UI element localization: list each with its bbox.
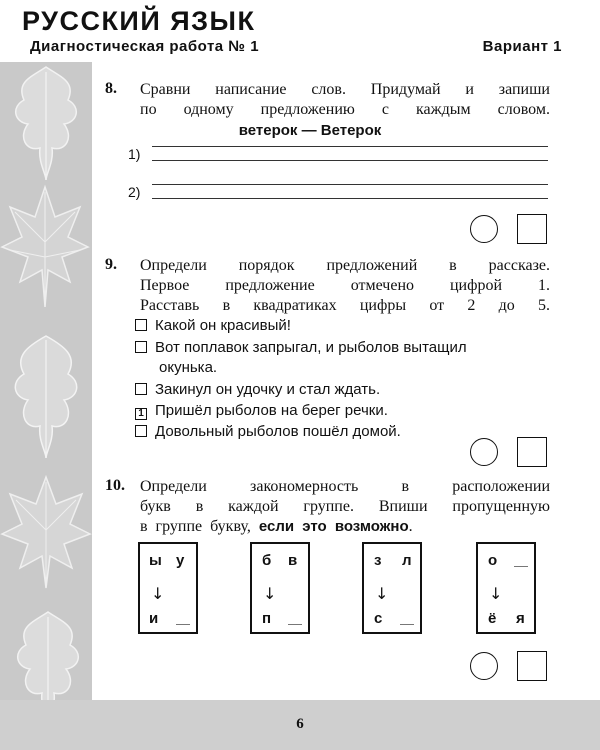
task-9-line-1: Определи порядок предложений в рассказе.: [140, 257, 550, 274]
letter-bottom-left: ё: [488, 610, 497, 627]
letter-group-3[interactable]: [362, 542, 422, 634]
task-8-line-1: Сравни написание слов. Придумай и запиши: [140, 81, 550, 98]
score-square[interactable]: [517, 437, 547, 467]
answer-line-2-label: 2): [128, 184, 141, 200]
task-10-line-2: букв в каждой группе. Впиши пропущенную: [140, 498, 550, 515]
task-9-number: 9.: [105, 256, 117, 273]
answer-line-1-label: 1): [128, 146, 141, 162]
decorative-side-strip: [0, 62, 92, 750]
task-8-line-2: по одному предложению с каждым словом.: [140, 101, 550, 118]
task-10-number: 10.: [105, 477, 125, 494]
work-title: Диагностическая работа № 1: [30, 38, 260, 55]
score-circle[interactable]: [470, 215, 498, 243]
missing-letter-blank[interactable]: [514, 566, 528, 567]
letter-top-left: з: [374, 552, 382, 569]
task-10-line-3: [140, 517, 550, 536]
arrow-down-icon: ↓: [375, 584, 389, 603]
order-option-text: Какой он красивый!: [155, 317, 291, 334]
letter-group-1[interactable]: [138, 542, 198, 634]
score-square[interactable]: [517, 651, 547, 681]
task-10-line-3-bold: если это возможно: [258, 518, 409, 535]
score-circle[interactable]: [470, 652, 498, 680]
letter-top-left: б: [262, 552, 272, 569]
order-checkbox[interactable]: 1: [135, 408, 147, 420]
task-10-line-3-start: в группе букву,: [140, 518, 251, 535]
arrow-down-icon: ↓: [263, 584, 277, 603]
letter-top-left: ы: [149, 552, 162, 569]
order-option[interactable]: [135, 380, 555, 400]
letter-bottom-right: я: [516, 610, 525, 627]
letter-bottom-left: п: [262, 610, 272, 627]
oak-leaf-icon: [4, 332, 88, 462]
order-option-text: Пришёл рыболов на берег речки.: [155, 402, 388, 419]
letter-bottom-left: с: [374, 610, 383, 627]
order-option[interactable]: [135, 401, 555, 421]
order-option[interactable]: [135, 338, 555, 358]
task-8-number: 8.: [105, 80, 117, 97]
score-square[interactable]: [517, 214, 547, 244]
writing-rule: [152, 184, 548, 185]
order-checkbox[interactable]: [135, 319, 147, 331]
score-circle[interactable]: [470, 438, 498, 466]
maple-leaf-icon: [0, 182, 90, 312]
letter-top-right: в: [288, 552, 298, 569]
order-option-continuation: окунька.: [159, 359, 218, 376]
missing-letter-blank[interactable]: [176, 624, 190, 625]
order-checkbox[interactable]: [135, 383, 147, 395]
letter-top-left: о: [488, 552, 498, 569]
arrow-down-icon: ↓: [151, 584, 165, 603]
writing-rule: [152, 146, 548, 147]
answer-line-2[interactable]: [128, 182, 548, 208]
writing-rule: [152, 160, 548, 161]
letter-group-4[interactable]: [476, 542, 536, 634]
task-10-line-1: Определи закономерность в расположении: [140, 478, 550, 495]
task-9-line-2: Первое предложение отмечено цифрой 1.: [140, 277, 550, 294]
order-checkbox[interactable]: [135, 425, 147, 437]
missing-letter-blank[interactable]: [288, 624, 302, 625]
writing-rule: [152, 198, 548, 199]
order-option-text: Вот поплавок запрыгал, и рыболов вытащил: [155, 339, 467, 356]
arrow-down-icon: ↓: [489, 584, 503, 603]
missing-letter-blank[interactable]: [400, 624, 414, 625]
letter-top-right: л: [402, 552, 412, 569]
order-option[interactable]: [135, 316, 555, 336]
letter-top-right: у: [176, 552, 185, 569]
letter-bottom-left: и: [149, 610, 159, 627]
oak-leaf-icon: [6, 62, 86, 182]
task-10-line-3-end: .: [408, 518, 413, 535]
page-header: [0, 0, 600, 70]
letter-group-2[interactable]: [250, 542, 310, 634]
task-8-words: ветерок — Ветерок: [238, 122, 382, 139]
answer-line-1[interactable]: [128, 144, 548, 170]
order-option-text: Закинул он удочку и стал ждать.: [155, 381, 381, 398]
task-9-line-3: Расставь в квадратиках цифры от 2 до 5.: [140, 297, 550, 314]
order-option-text: Довольный рыболов пошёл домой.: [155, 423, 401, 440]
page-number: 6: [296, 716, 304, 732]
order-option[interactable]: [135, 422, 555, 442]
order-checkbox[interactable]: [135, 341, 147, 353]
variant-label: Вариант 1: [482, 38, 562, 55]
maple-leaf-icon: [0, 472, 92, 592]
subject-title: РУССКИЙ ЯЗЫК: [22, 6, 256, 36]
